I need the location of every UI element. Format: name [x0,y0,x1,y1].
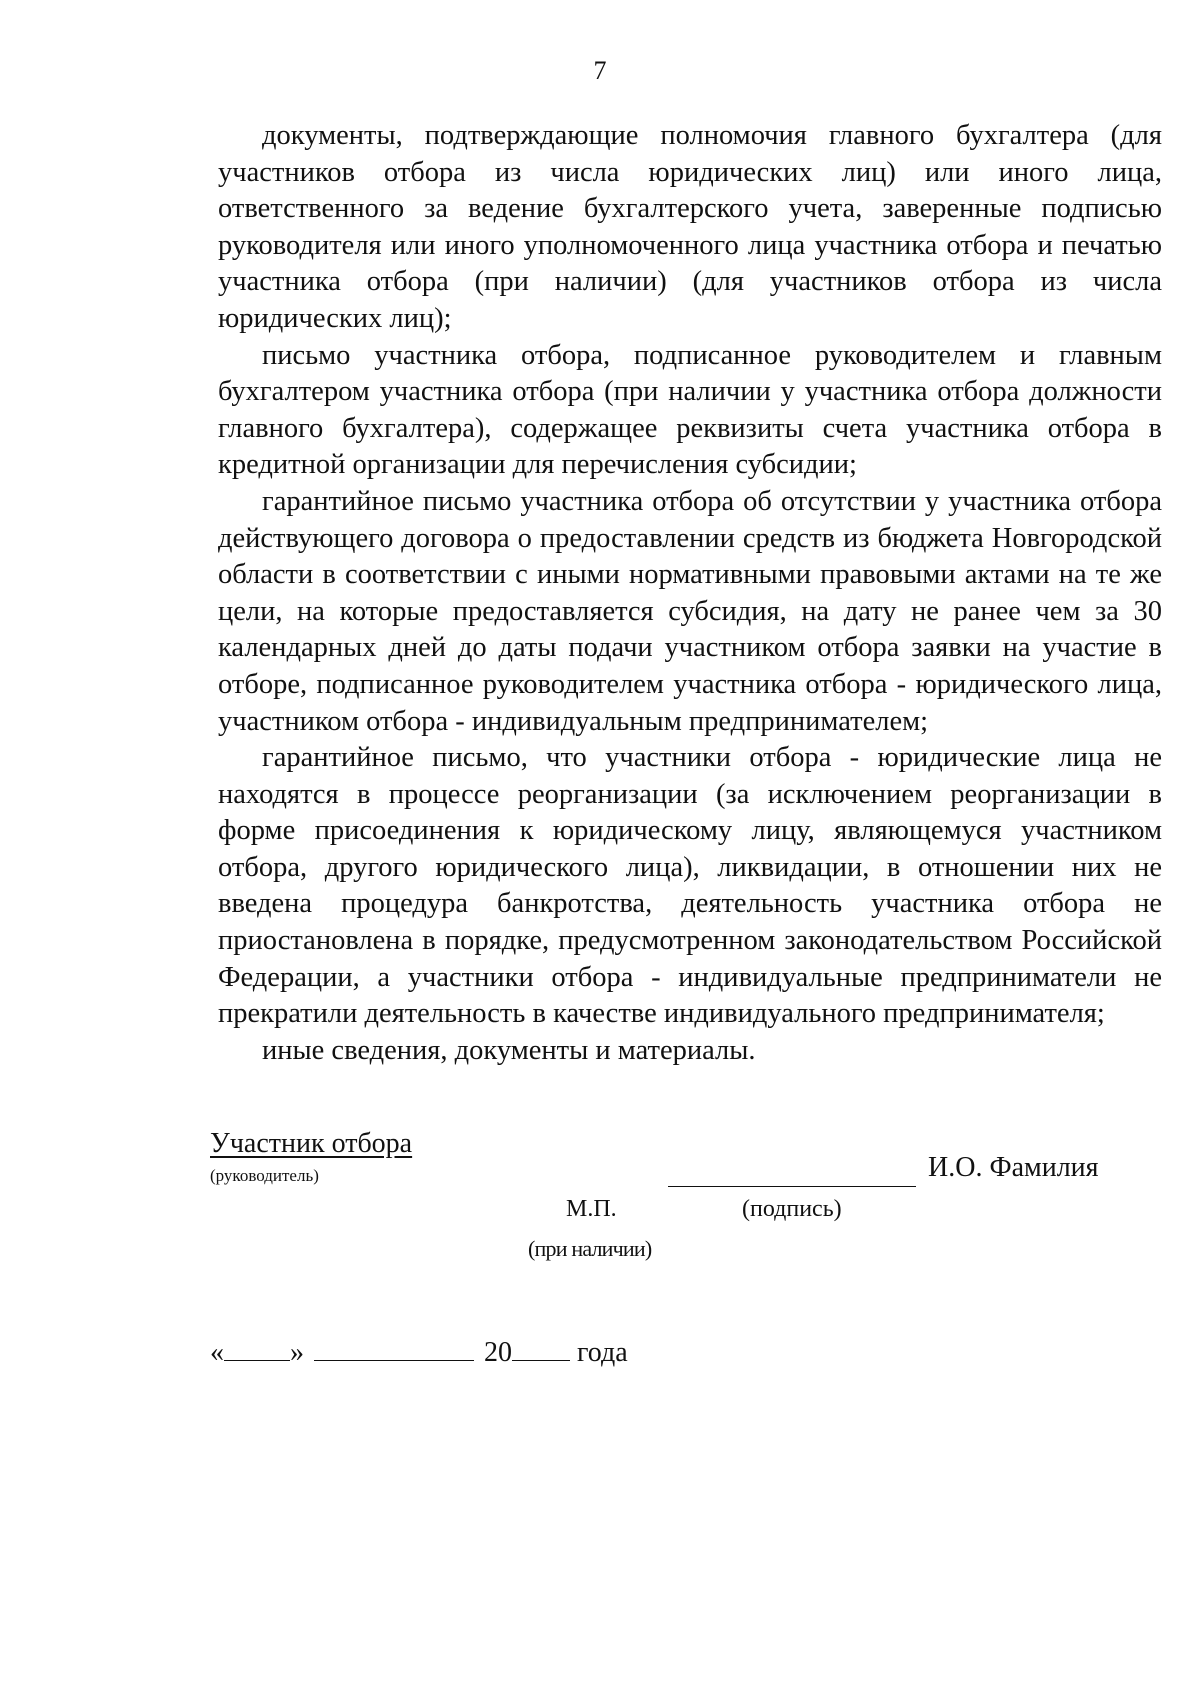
participant-label: Участник отбора [210,1128,413,1159]
year-blank [512,1334,570,1361]
paragraph-chief-accountant-documents: документы, подтверждающие полномочия главного бухгалтера (для участников отбора из числа юридических лиц) или иного лица, ответственного за ведение бухгалтерского учета, заверенные подписью руководителя или иного уполномоченного лица участника отбора и печатью участника отбора (при наличии) (для участников отбора из числа юридических лиц); [218,120,1162,334]
seal-label: М.П. [566,1196,617,1222]
name-label: И.О. Фамилия [928,1152,1099,1183]
signature-caption: (подпись) [742,1196,842,1222]
page-number: 7 [593,56,607,85]
seal-caption: (при наличии) [528,1236,652,1261]
year-prefix: 20 [484,1337,512,1368]
signature-line [668,1186,916,1187]
date-close-quote: » [290,1337,304,1368]
paragraph-no-active-agreement-letter: гарантийное письмо участника отбора об отсутствии у участника отбора действующего договора о предоставлении средств из бюджета Новгородской области в соответствии с иными нормативными правовыми актами на те же цели, на которые предоставляется субсидия, на дату не ранее чем за 30 календарных дней до даты подачи участником отбора заявки на участие в отборе, подписанное руководителем участника отбора - юридического лица, участником отбора - индивидуальным предпринимателем; [218,485,1162,737]
year-suffix: года [577,1337,628,1368]
date-line [210,1334,628,1369]
day-blank [224,1334,290,1361]
date-open-quote: « [210,1337,224,1368]
month-blank [314,1334,474,1361]
paragraph-no-reorganization-letter: гарантийное письмо, что участники отбора - юридические лица не находятся в процессе реорганизации (за исключением реорганизации в форме присоединения к юридическому лицу, являющемуся участником отбора, другого юридического лица), ликвидации, в отношении них не введена процедура банкротства, деятельность участника отбора не приостановлена в порядке, предусмотренном законодательством Российской Федерации, а участники отбора - индивидуальные предприниматели не прекратили деятельность в качестве индивидуального предпринимателя; [218,742,1162,1030]
head-caption: (руководитель) [210,1166,319,1185]
paragraph-bank-details-letter: письмо участника отбора, подписанное руководителем и главным бухгалтером участника отбора (при наличии у участника отбора должности главного бухгалтера), содержащее реквизиты счета участника отбора в кредитной организации для перечисления субсидии; [218,339,1162,481]
paragraph-other-materials: иные сведения, документы и материалы. [262,1034,756,1066]
